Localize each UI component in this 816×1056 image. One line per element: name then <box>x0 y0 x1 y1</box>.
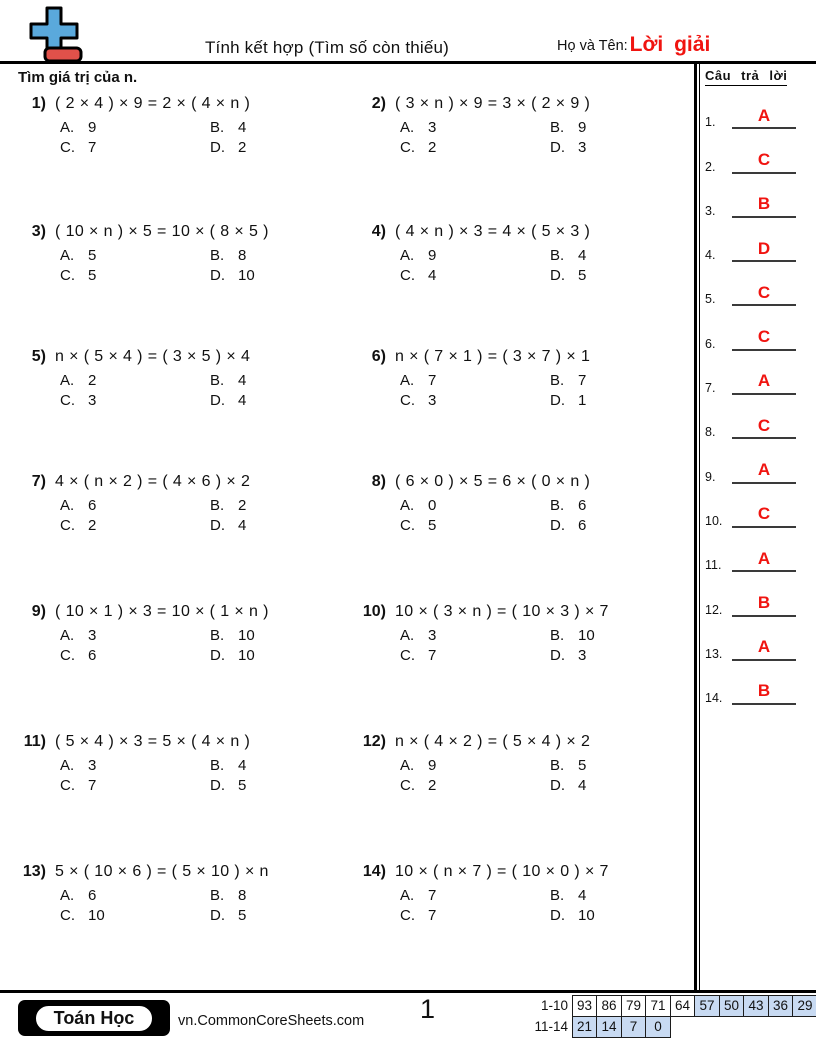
score-cell: 29 <box>792 995 816 1017</box>
answer-number: 1. <box>705 115 716 130</box>
question-block <box>352 603 609 664</box>
choice-a: A. 7 <box>400 372 437 389</box>
choice-c: C. 4 <box>400 267 437 284</box>
choice-d: D. 10 <box>550 907 595 924</box>
choice-b: B. 8 <box>210 887 247 904</box>
choice-a: A. 5 <box>60 247 97 264</box>
choice-a: A. 0 <box>400 497 437 514</box>
choice-d: D. 4 <box>210 517 247 534</box>
choice-b: B. 2 <box>210 497 247 514</box>
choice-d: D. 2 <box>210 139 247 156</box>
choice-a: A. 2 <box>60 372 97 389</box>
choice-d: D. 4 <box>550 777 587 794</box>
choice-d: D. 5 <box>210 777 247 794</box>
question-block <box>12 223 269 284</box>
sidebar-divider <box>694 64 700 990</box>
score-cell: 43 <box>743 995 769 1017</box>
score-cell: 14 <box>596 1016 622 1038</box>
choice-c: C. 3 <box>400 392 437 409</box>
choice-c: C. 7 <box>400 907 437 924</box>
answer-number: 3. <box>705 203 716 218</box>
answer-row <box>705 174 807 218</box>
answer-letter: C <box>732 284 796 307</box>
answer-number: 5. <box>705 292 716 307</box>
badge-label: Toán Học <box>34 1004 155 1033</box>
question-number: 3) <box>31 223 46 240</box>
question-number: 4) <box>371 223 386 240</box>
answer-number: 8. <box>705 425 716 440</box>
score-cell: 7 <box>621 1016 647 1038</box>
math-subject-badge <box>18 1000 170 1036</box>
question-number: 7) <box>31 473 46 490</box>
answer-number: 6. <box>705 336 716 351</box>
score-label: 11-14 <box>534 1018 568 1034</box>
choice-c: C. 6 <box>60 647 97 664</box>
score-cell: 36 <box>768 995 794 1017</box>
question-equation: ( 5 × 4 ) × 3 = 5 × ( 4 × n ) <box>55 733 251 750</box>
choice-a: A. 3 <box>400 627 437 644</box>
worksheet-title: Tính kết hợp (Tìm số còn thiếu) <box>204 38 450 57</box>
question-number: 5) <box>31 348 46 365</box>
choice-d: D. 3 <box>550 647 587 664</box>
answer-letter: D <box>732 240 796 263</box>
choice-d: D. 6 <box>550 517 587 534</box>
answer-letter: A <box>732 550 796 573</box>
question-block <box>352 863 609 924</box>
answer-letter: A <box>732 107 796 130</box>
answer-number: 10. <box>705 513 723 528</box>
choice-b: B. 4 <box>550 887 587 904</box>
answer-number: 9. <box>705 469 716 484</box>
score-row <box>522 1016 816 1038</box>
question-block <box>12 348 250 409</box>
question-number: 10) <box>362 603 386 620</box>
question-number: 6) <box>371 348 386 365</box>
answer-row <box>705 129 807 173</box>
choice-b: B. 6 <box>550 497 587 514</box>
question-equation: ( 10 × n ) × 5 = 10 × ( 8 × 5 ) <box>55 223 269 240</box>
choice-c: C. 2 <box>60 517 97 534</box>
question-number: 11) <box>23 733 46 750</box>
answer-number: 12. <box>705 602 723 617</box>
question-equation: 10 × ( n × 7 ) = ( 10 × 0 ) × 7 <box>395 863 609 880</box>
page-number: 1 <box>420 994 436 1024</box>
choice-d: D. 1 <box>550 392 587 409</box>
question-equation: ( 6 × 0 ) × 5 = 6 × ( 0 × n ) <box>395 473 591 490</box>
question-equation: 5 × ( 10 × 6 ) = ( 5 × 10 ) × n <box>55 863 269 880</box>
choice-d: D. 3 <box>550 139 587 156</box>
name-area <box>557 33 710 57</box>
answer-letter: A <box>732 372 796 395</box>
answer-letter: B <box>732 594 796 617</box>
score-cell: 0 <box>645 1016 671 1038</box>
answer-number: 4. <box>705 248 716 263</box>
question-number: 13) <box>22 863 46 880</box>
question-block <box>352 95 590 156</box>
answer-key-label: Lời giải <box>629 33 711 56</box>
choice-c: C. 7 <box>60 139 97 156</box>
score-cell: 50 <box>719 995 745 1017</box>
choice-b: B. 4 <box>210 119 247 136</box>
name-label: Họ và Tên: <box>557 38 628 54</box>
score-table <box>522 995 816 1038</box>
question-block <box>12 863 269 924</box>
answer-letter: A <box>732 461 796 484</box>
question-block <box>352 223 590 284</box>
answer-number: 13. <box>705 646 723 661</box>
answer-row <box>705 439 807 483</box>
choice-b: B. 4 <box>210 757 247 774</box>
choice-b: B. 4 <box>210 372 247 389</box>
question-equation: ( 2 × 4 ) × 9 = 2 × ( 4 × n ) <box>55 95 251 112</box>
choice-a: A. 7 <box>400 887 437 904</box>
choice-a: A. 6 <box>60 887 97 904</box>
question-block <box>12 603 269 664</box>
question-equation: 10 × ( 3 × n ) = ( 10 × 3 ) × 7 <box>395 603 609 620</box>
choice-d: D. 5 <box>550 267 587 284</box>
question-equation: ( 3 × n ) × 9 = 3 × ( 2 × 9 ) <box>395 95 591 112</box>
answer-letter: C <box>732 505 796 528</box>
score-cell: 64 <box>670 995 696 1017</box>
question-number: 2) <box>371 95 386 112</box>
choice-b: B. 5 <box>550 757 587 774</box>
question-block <box>352 733 590 794</box>
choice-c: C. 3 <box>60 392 97 409</box>
question-number: 14) <box>362 863 386 880</box>
answers-panel <box>705 85 807 705</box>
score-cell: 79 <box>621 995 647 1017</box>
answer-row <box>705 484 807 528</box>
choice-a: A. 9 <box>60 119 97 136</box>
score-cell: 71 <box>645 995 671 1017</box>
question-number: 1) <box>31 95 46 112</box>
choice-a: A. 9 <box>400 757 437 774</box>
answer-row <box>705 661 807 705</box>
site-url: vn.CommonCoreSheets.com <box>178 1013 365 1029</box>
score-cell: 86 <box>596 995 622 1017</box>
score-cell: 57 <box>694 995 720 1017</box>
answer-letter: C <box>732 151 796 174</box>
question-equation: 4 × ( n × 2 ) = ( 4 × 6 ) × 2 <box>55 473 251 490</box>
question-block <box>12 473 250 534</box>
answer-letter: B <box>732 682 796 705</box>
plus-minus-logo-icon <box>24 5 94 65</box>
question-block <box>12 733 250 794</box>
answer-number: 7. <box>705 381 716 396</box>
choice-c: C. 7 <box>400 647 437 664</box>
question-block <box>12 95 250 156</box>
answer-row <box>705 306 807 350</box>
choice-b: B. 7 <box>550 372 587 389</box>
score-label: 1-10 <box>540 998 568 1013</box>
choice-d: D. 10 <box>210 647 255 664</box>
answer-letter: C <box>732 328 796 351</box>
choice-a: A. 6 <box>60 497 97 514</box>
choice-b: B. 8 <box>210 247 247 264</box>
answer-row <box>705 528 807 572</box>
choice-a: A. 9 <box>400 247 437 264</box>
answer-letter: A <box>732 638 796 661</box>
question-equation: n × ( 5 × 4 ) = ( 3 × 5 ) × 4 <box>55 348 251 365</box>
footer-divider <box>0 990 816 993</box>
choice-c: C. 10 <box>60 907 105 924</box>
choice-c: C. 2 <box>400 777 437 794</box>
answer-letter: C <box>732 417 796 440</box>
answer-row <box>705 395 807 439</box>
choice-c: C. 5 <box>400 517 437 534</box>
answer-number: 11. <box>705 558 722 573</box>
answer-row <box>705 262 807 306</box>
answer-number: 14. <box>705 691 723 706</box>
choice-a: A. 3 <box>60 627 97 644</box>
choice-a: A. 3 <box>400 119 437 136</box>
answer-row <box>705 617 807 661</box>
choice-b: B. 10 <box>550 627 595 644</box>
answer-row <box>705 218 807 262</box>
choice-c: C. 7 <box>60 777 97 794</box>
choice-a: A. 3 <box>60 757 97 774</box>
answer-row <box>705 85 807 129</box>
question-number: 12) <box>362 733 386 750</box>
choice-c: C. 2 <box>400 139 437 156</box>
instruction-text: Tìm giá trị của n. <box>18 69 138 86</box>
question-equation: ( 10 × 1 ) × 3 = 10 × ( 1 × n ) <box>55 603 269 620</box>
choice-b: B. 10 <box>210 627 255 644</box>
answer-number: 2. <box>705 159 716 174</box>
answers-header: Câu trả lời <box>705 68 787 86</box>
question-number: 8) <box>371 473 386 490</box>
choice-d: D. 10 <box>210 267 255 284</box>
answer-letter: B <box>732 195 796 218</box>
score-cell: 93 <box>572 995 598 1017</box>
answer-row <box>705 351 807 395</box>
question-equation: ( 4 × n ) × 3 = 4 × ( 5 × 3 ) <box>395 223 591 240</box>
question-block <box>352 473 590 534</box>
score-row <box>522 995 816 1017</box>
choice-d: D. 4 <box>210 392 247 409</box>
question-block <box>352 348 590 409</box>
choice-c: C. 5 <box>60 267 97 284</box>
choice-d: D. 5 <box>210 907 247 924</box>
answer-row <box>705 572 807 616</box>
choice-b: B. 4 <box>550 247 587 264</box>
question-equation: n × ( 4 × 2 ) = ( 5 × 4 ) × 2 <box>395 733 591 750</box>
question-equation: n × ( 7 × 1 ) = ( 3 × 7 ) × 1 <box>395 348 591 365</box>
choice-b: B. 9 <box>550 119 587 136</box>
question-number: 9) <box>31 603 46 620</box>
score-cell: 21 <box>572 1016 598 1038</box>
